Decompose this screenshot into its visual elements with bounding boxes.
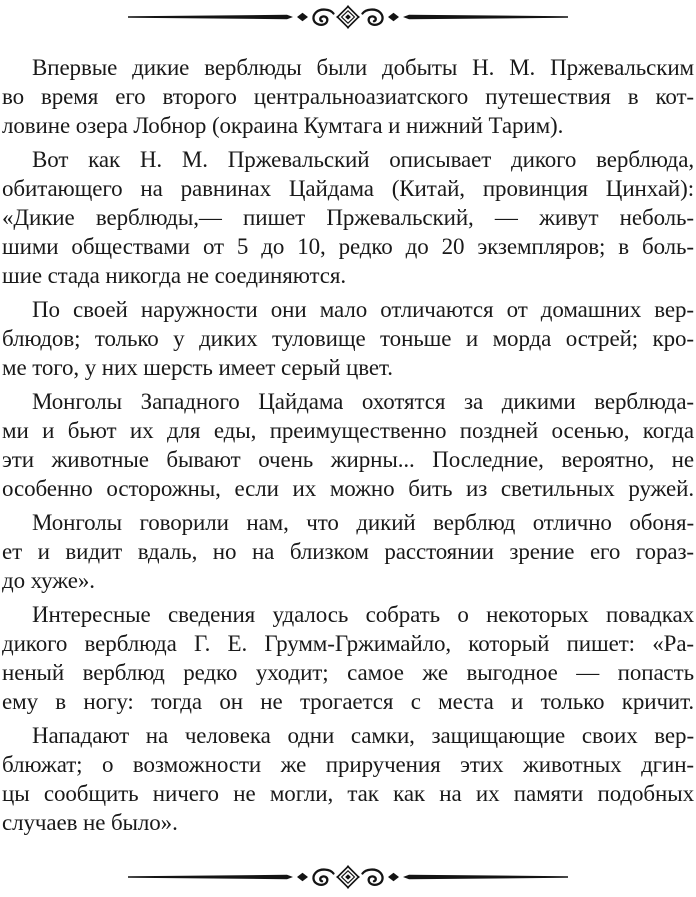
- paragraph: [2, 145, 694, 290]
- text-line: Монголы говорили нам, что дикий верблюд отлично обоня-: [32, 510, 694, 535]
- text-line: ме того, у них шерсть имеет серый цвет.: [2, 355, 393, 380]
- text-line: Интересные сведения удалось собрать о некоторых повадках: [32, 602, 694, 627]
- text-line: «Дикие верблюды,— пишет Пржевальский, — живут неболь-: [2, 205, 694, 230]
- paragraph: [2, 508, 694, 595]
- diamond-dot-right: [388, 13, 399, 21]
- text-line: шие стада никогда не соединяются.: [2, 263, 346, 288]
- text-line: блюжат; о возможности же приручения этих животных дгин-: [2, 752, 694, 777]
- text-line: Нападают на человека одни самки, защищающие своих вер-: [32, 723, 694, 748]
- text-line: дикого верблюда Г. Е. Грумм-Гржимайло, который пишет: «Ра-: [2, 631, 694, 656]
- text-line: ми и бьют их для еды, преимущественно поздней осенью, когда: [2, 418, 694, 443]
- bottom-divider: [0, 864, 696, 890]
- scroll-flourish-right: [363, 870, 383, 885]
- text-line: ему в ногу: тогда он не трогается с места и только кричит.: [2, 689, 694, 714]
- text-line: По своей наружности они мало отличаются от домашних вер-: [32, 297, 694, 322]
- text-line: до хуже».: [2, 568, 95, 593]
- diamond-rosette: [336, 5, 359, 28]
- text-line: обитающего на равнинах Цайдама (Китай, провинция Цинхай):: [2, 176, 694, 201]
- diamond-dot-right: [388, 873, 399, 881]
- text-line: эти животные бывают очень жирны... Последние, вероятно, не: [2, 447, 694, 472]
- scroll-flourish-left: [313, 870, 333, 885]
- swelled-rule-right: [403, 15, 568, 19]
- text-line: неный верблюд редко уходит; самое же выгодное — попасть: [2, 660, 694, 685]
- text-line: цы сообщить ничего не могли, так как на их памяти подобных: [2, 781, 694, 806]
- diamond-rosette: [336, 865, 359, 888]
- text-line: Монголы Западного Цайдама охотятся за дикими верблюда-: [32, 389, 694, 414]
- text-line: во время его второго центральноазиатского путешествия в кот-: [2, 84, 694, 109]
- paragraph: [2, 53, 694, 140]
- paragraph: [2, 721, 694, 837]
- swelled-rule-left: [128, 875, 293, 879]
- text-line: особенно осторожны, если их можно бить из светильных ружей.: [2, 476, 694, 501]
- diamond-dot-left: [297, 873, 308, 881]
- text-line: ловине озера Лобнор (окраина Кумтага и нижний Тарим).: [2, 113, 564, 138]
- text-line: шими обществами от 5 до 10, редко до 20 экземпляров; в боль-: [2, 234, 694, 259]
- text-line: случаев не было».: [2, 810, 178, 835]
- text-line: ет и видит вдаль, но на близком расстоянии зрение его гораз-: [2, 539, 694, 564]
- text-line: Вот как Н. М. Пржевальский описывает дикого верблюда,: [32, 147, 694, 172]
- diamond-dot-left: [297, 13, 308, 21]
- fleuron-divider-icon: [128, 864, 568, 890]
- page-text: [2, 53, 694, 842]
- fleuron-divider-icon: [128, 4, 568, 30]
- paragraph: [2, 387, 694, 503]
- scroll-flourish-left: [313, 10, 333, 25]
- scroll-flourish-right: [363, 10, 383, 25]
- text-line: блюдов; только у диких туловище тоньше и морда острей; кро-: [2, 326, 694, 351]
- swelled-rule-right: [403, 875, 568, 879]
- swelled-rule-left: [128, 15, 293, 19]
- top-divider: [0, 4, 696, 30]
- paragraph: [2, 600, 694, 716]
- text-line: Впервые дикие верблюды были добыты Н. М. Пржевальским: [32, 55, 694, 80]
- paragraph: [2, 295, 694, 382]
